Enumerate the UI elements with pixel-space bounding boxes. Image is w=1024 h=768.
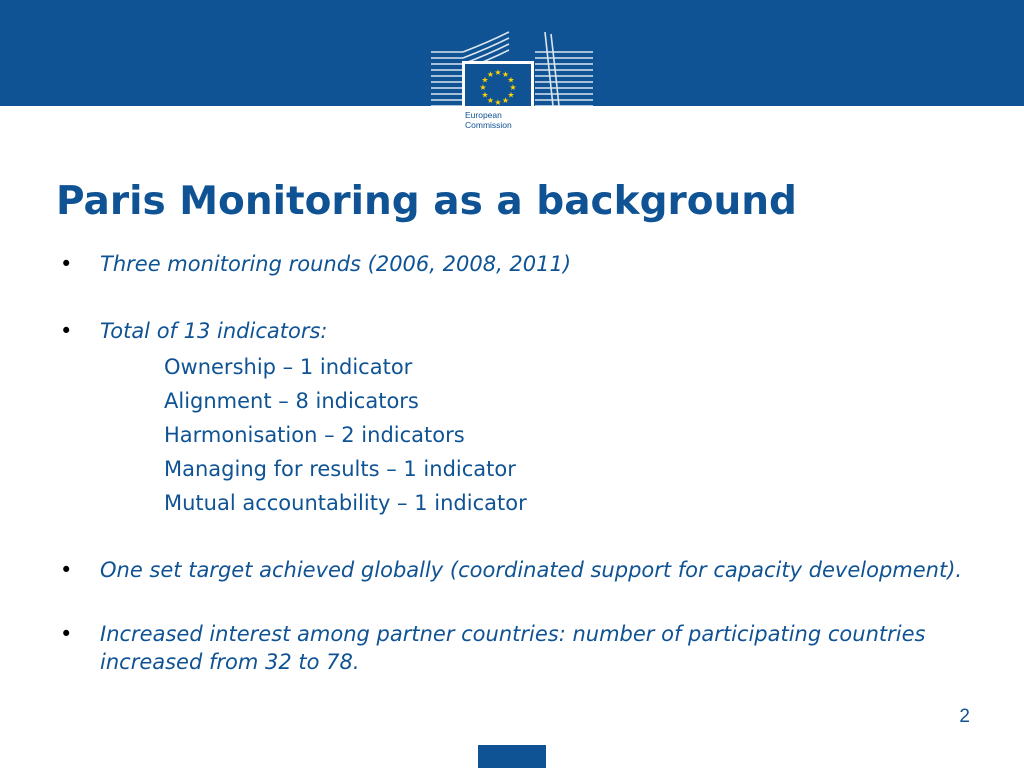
- bullet-list: [60, 250, 980, 676]
- bullet-text: • One set target achieved globally (coordinated support for capacity development).: [100, 558, 963, 582]
- indicator-list: [100, 350, 980, 520]
- bullet-item: [60, 620, 980, 676]
- logo-line-2: Commission: [465, 120, 512, 130]
- bullet-item: [60, 250, 980, 278]
- indicator-item: Alignment – 8 indicators: [164, 389, 419, 413]
- footer-flag-icon: [478, 745, 546, 768]
- slide-number: 2: [959, 706, 970, 727]
- indicator-item: Ownership – 1 indicator: [164, 355, 413, 379]
- european-commission-logo: [429, 28, 595, 142]
- svg-text:★: ★: [486, 96, 495, 105]
- svg-text:★: ★: [479, 83, 487, 92]
- indicator-item: Mutual accountability – 1 indicator: [164, 491, 527, 515]
- bullet-text: • Three monitoring rounds (2006, 2008, 2011): [100, 252, 572, 276]
- svg-text:★: ★: [507, 75, 515, 85]
- svg-text:★: ★: [481, 90, 489, 100]
- logo-wordmark: [465, 110, 535, 130]
- svg-text:★: ★: [501, 96, 510, 105]
- bullet-item: [60, 556, 980, 584]
- bullet-text: • Increased interest among partner countries: number of participating countries increased from 32 to 78.: [100, 622, 926, 674]
- logo-line-1: European: [465, 110, 502, 120]
- page-title: Paris Monitoring as a background: [56, 179, 797, 224]
- svg-text:★: ★: [486, 70, 495, 79]
- svg-text:★: ★: [501, 70, 510, 79]
- svg-text:★: ★: [494, 68, 502, 77]
- svg-text:★: ★: [481, 75, 489, 85]
- bullet-item: [60, 317, 980, 520]
- svg-text:★: ★: [507, 90, 515, 100]
- indicator-item: Harmonisation – 2 indicators: [164, 423, 465, 447]
- bullet-text: • Total of 13 indicators:: [100, 319, 328, 343]
- svg-text:★: ★: [494, 98, 502, 107]
- indicator-item: Managing for results – 1 indicator: [164, 457, 516, 481]
- svg-text:★: ★: [509, 83, 517, 92]
